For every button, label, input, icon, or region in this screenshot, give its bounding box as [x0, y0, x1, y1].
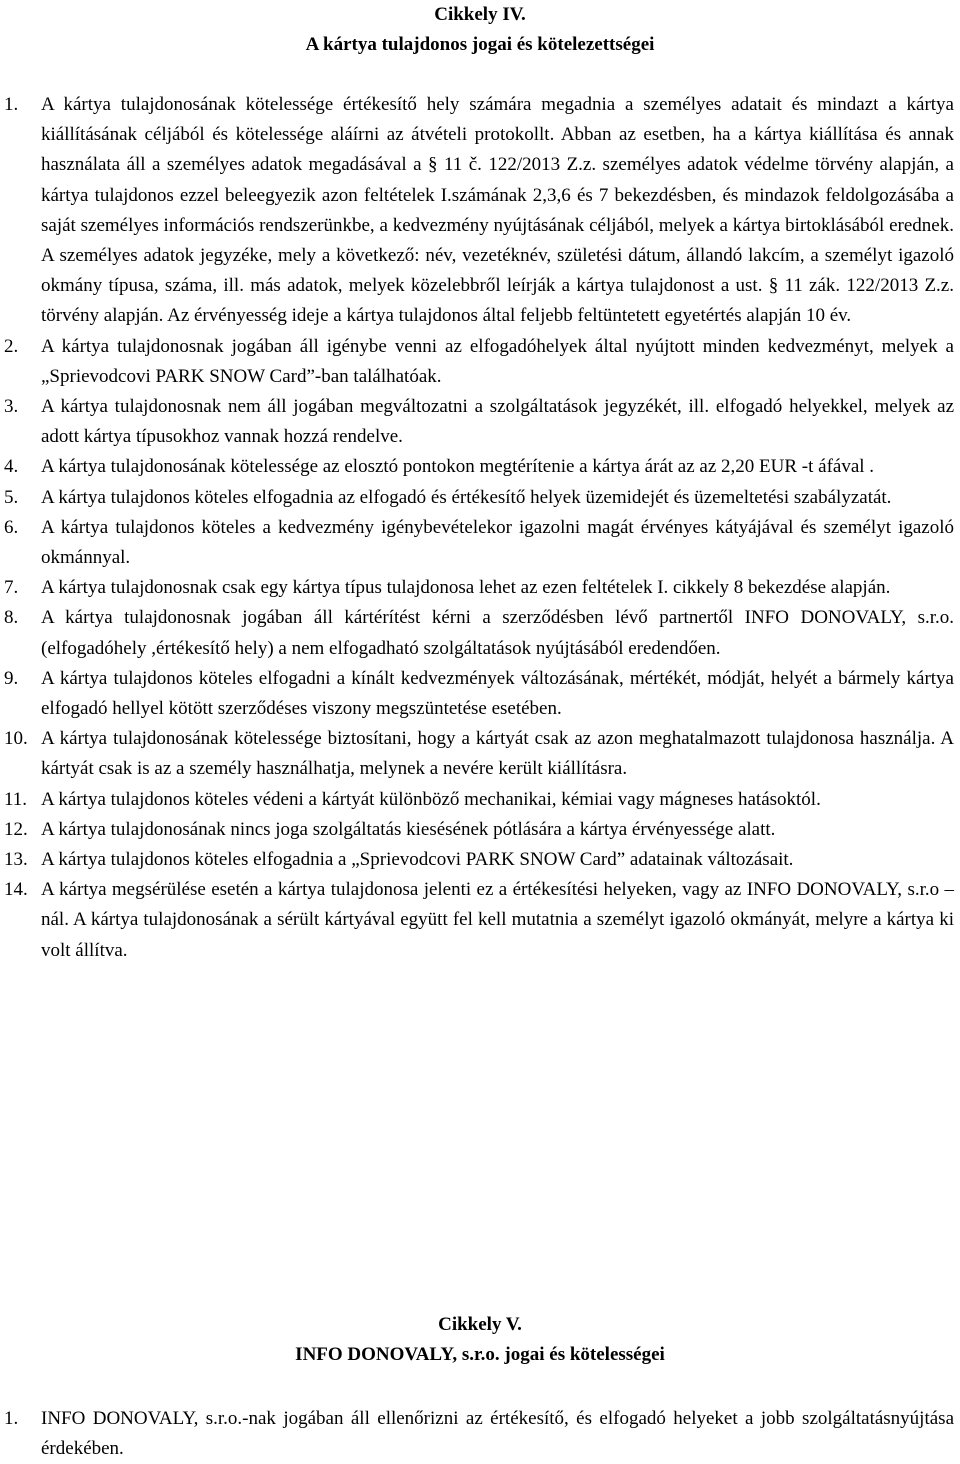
item-text: A kártya tulajdonosnak nem áll jogában megváltozatni a szolgáltatások jegyzékét, ill. elfogadó helyekkel, melyek az adott kártya típusokhoz vannak hozzá rendelve.: [41, 396, 954, 448]
item-text: A kártya tulajdonosának kötelessége értékesítő hely számára megadnia a személyes adatait és mindazt a kártya kiállításának céljából és kötelessége aláírni az átvételi protokollt. Abban az esetben, ha a kártya kiállítása és annak használata áll a személyes adatok megadásával a § 11 č. 122/2013 Z.z. személyes adatok védelme törvény alapján, a kártya tulajdonos ezzel beleegyezik azon feltételek I.számának 2,3,6 és 7 bekezdésben, és mindazok feldolgozásába a saját személyes információs rendszerünkbe, a kedvezmény nyújtásának céljából, melyek a kártya birtoklásából erednek. A személyes adatok jegyzéke, mely a következő: név, vezetéknév, születési dátum, állandó lakcím, a személyt igazoló okmány típusa, száma, ill. más adatok, melyek közelebbről leírják a kártya tulajdonost a ust. § 11 zák. 122/2013 Z.z. törvény alapján. Az érvényesség ideje a kártya tulajdonos által feljebb feltüntetett egyetértés alapján 10 év.: [41, 94, 954, 327]
item-text: INFO DONOVALY, s.r.o.-nak jogában áll ellenőrizni az értékesítő, és elfogadó helyeket a jobb szolgáltatásnyújtása érdekében.: [41, 1408, 954, 1460]
item-text: A kártya tulajdonosának kötelessége az elosztó pontokon megtérítenie a kártya árát az az 2,20 EUR -t áfával .: [41, 456, 875, 478]
item-number: 4.: [4, 456, 19, 478]
item-text: A kártya tulajdonosnak jogában áll kártérítést kérni a szerződésben lévő partnertől INFO DONOVALY, s.r.o.(elfogadóhely ,értékesítő hely) a nem elfogadható szolgáltatások nyújtásából eredendően.: [41, 607, 954, 659]
item-text: A kártya tulajdonos köteles a kedvezmény igénybevételekor igazolni magát érvényes kátyájával és személyt igazoló okmánnyal.: [41, 516, 954, 569]
item-number: 7.: [4, 577, 19, 599]
item-number: 14.: [4, 879, 28, 901]
list-item: [0, 573, 960, 603]
item-text: A kártya tulajdonos köteles elfogadnia a „Sprievodcovi PARK SNOW Card” adatainak változásait.: [41, 849, 794, 871]
item-text: A kártya megsérülése esetén a kártya tulajdonosa jelenti ez a értékesítési helyeken, vagy az INFO DONOVALY, s.r.o –nál. A kártya tulajdonosának a sérült kártyával együtt fel kell mutatnia a személyt igazoló okmányát, melyre a kártya ki volt állítva.: [41, 879, 954, 961]
item-number: 3.: [4, 396, 19, 418]
item-number: 1.: [4, 94, 19, 115]
item-text: A kártya tulajdonos köteles védeni a kártyát különböző mechanikai, kémiai vagy mágneses hatásoktól.: [41, 788, 821, 810]
item-text: A kártya tulajdonosának kötelessége biztosítani, hogy a kártyát csak az azon meghatalmazott tulajdonosa használja. A kártyát csak is az a személy használhatja, melynek a nevére került kiállításra.: [41, 728, 954, 780]
list-item: [0, 392, 960, 452]
item-number: 10.: [4, 728, 28, 750]
section-4-subtitle: A kártya tulajdonos jogai és kötelezettségei: [305, 34, 655, 55]
section-5-title: Cikkely V.: [438, 1314, 522, 1335]
item-number: 13.: [4, 849, 28, 871]
item-number: 9.: [4, 667, 19, 689]
list-item: [0, 90, 960, 332]
list-item: [0, 513, 960, 573]
item-number: 11.: [4, 788, 28, 810]
item-text: A kártya tulajdonosnak jogában áll igénybe venni az elfogadóhelyek által nyújtott minden kedvezményt, melyek a „Sprievodcovi PARK SNOW Card”-ban találhatóak.: [41, 335, 954, 387]
section-4-title: Cikkely IV.: [434, 4, 526, 25]
list-item: [0, 483, 960, 513]
list-item: [0, 452, 960, 482]
item-number: 12.: [4, 818, 28, 840]
item-number: 1.: [4, 1408, 19, 1429]
item-text: A kártya tulajdonos köteles elfogadni a kínált kedvezmények változásának, mértékét, módját, helyét a bármely kártya elfogadó hellyel kötött szerződéses viszony megszüntetése esetében.: [41, 667, 954, 720]
item-text: A kártya tulajdonosának nincs joga szolgáltatás kiesésének pótlására a kártya érvényessége alatt.: [41, 818, 776, 840]
section-5-subtitle: INFO DONOVALY, s.r.o. jogai és kötelességei: [295, 1344, 665, 1365]
list-item: [0, 724, 960, 784]
item-number: 2.: [4, 335, 19, 357]
section-5-list: [0, 1404, 960, 1464]
section-4-list: [0, 90, 960, 966]
section-5-heading: [0, 1310, 960, 1370]
list-item: [0, 664, 960, 724]
list-item: [0, 332, 960, 392]
item-number: 8.: [4, 607, 19, 629]
item-text: A kártya tulajdonos köteles elfogadnia az elfogadó és értékesítő helyek üzemidejét és üzemeltetési szabályzatát.: [41, 486, 892, 508]
section-4-heading: [0, 0, 960, 60]
list-item: [0, 875, 960, 966]
list-item: [0, 603, 960, 663]
list-item: [0, 845, 960, 875]
item-number: 5.: [4, 486, 19, 508]
item-number: 6.: [4, 516, 19, 538]
list-item: [0, 785, 960, 815]
list-item: [0, 815, 960, 845]
item-text: A kártya tulajdonosnak csak egy kártya típus tulajdonosa lehet az ezen feltételek I. cikkely 8 bekezdése alapján.: [41, 577, 891, 599]
list-item: [0, 1404, 960, 1464]
